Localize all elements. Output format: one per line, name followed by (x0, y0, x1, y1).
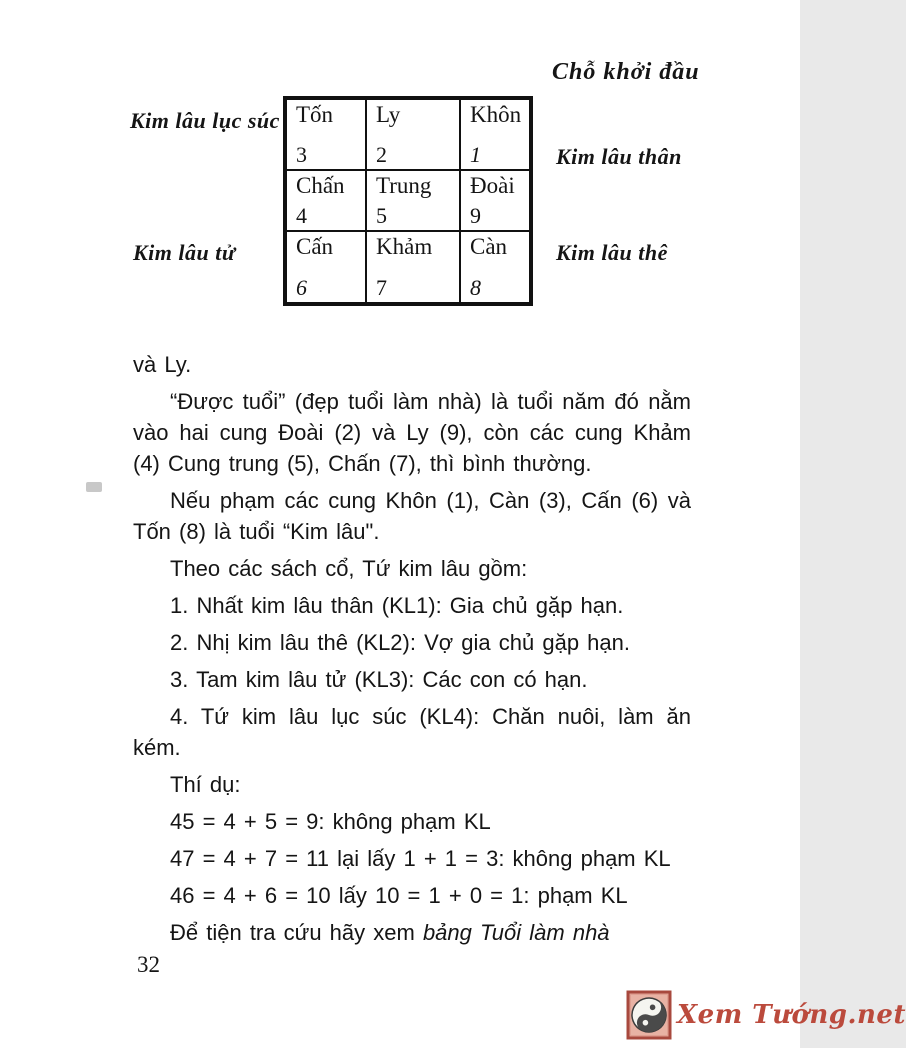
list-item-kl3: 3. Tam kim lâu tử (KL3): Các con có hạn. (170, 667, 588, 692)
body-text (133, 349, 691, 954)
paragraph-theo-sach-co: Theo các sách cổ, Tứ kim lâu gồm: (170, 556, 528, 581)
cell-number: 2 (376, 142, 387, 167)
cell-name: Khảm (376, 234, 433, 259)
paragraph-neu-pham: Nếu phạm các cung Khôn (1), Càn (3), Cấn (6) và Tốn (8) là tuổi “Kim lâu". (133, 488, 691, 544)
label-kim-lau-the: Kim lâu thê (556, 240, 668, 265)
cell-number: 5 (376, 203, 387, 228)
grid-cell-doai (461, 171, 529, 232)
grid-cell-ton (287, 100, 367, 171)
cell-number: 6 (296, 275, 307, 300)
cell-number: 9 (470, 203, 481, 228)
paragraph-thi-du: Thí dụ: (170, 772, 241, 797)
label-kim-lau-tu: Kim lâu tử (133, 240, 236, 265)
cell-name: Chấn (296, 173, 345, 198)
cell-name: Cấn (296, 234, 334, 259)
grid-cell-can6 (287, 232, 367, 302)
list-item-kl4: 4. Tứ kim lâu lục súc (KL4): Chăn nuôi, làm ăn kém. (133, 704, 691, 760)
grid-cell-kham (367, 232, 461, 302)
label-kim-lau-than: Kim lâu thân (556, 144, 682, 169)
watermark-text: Xem Tướng.net (677, 999, 906, 1030)
grid-cell-chan (287, 171, 367, 232)
paragraph-duoc-tuoi: “Được tuổi” (đẹp tuổi làm nhà) là tuổi năm đó nằm vào hai cung Đoài (2) và Ly (9), còn các cung Khảm (4) Cung trung (5), Chấn (7), thì bình thường. (133, 389, 691, 476)
cell-number: 3 (296, 142, 307, 167)
cell-name: Càn (470, 234, 508, 259)
cell-number: 4 (296, 203, 307, 228)
cell-name: Ly (376, 102, 401, 127)
cell-name: Trung (376, 173, 432, 198)
cell-number: 8 (470, 275, 481, 300)
grid-cell-khon (461, 100, 529, 171)
cell-number: 7 (376, 275, 387, 300)
cell-name: Đoài (470, 173, 515, 198)
paragraph-continuation: và Ly. (133, 352, 192, 377)
page-number: 32 (137, 952, 160, 977)
example-line-46: 46 = 4 + 6 = 10 lấy 10 = 1 + 0 = 1: phạm KL (170, 883, 628, 908)
cell-name: Khôn (470, 102, 522, 127)
lo-shu-grid (283, 96, 533, 306)
list-item-kl1: 1. Nhất kim lâu thân (KL1): Gia chủ gặp hạn. (170, 593, 624, 618)
reference-italic: bảng Tuổi làm nhà (422, 920, 610, 945)
scan-smudge (86, 482, 102, 492)
grid-cell-trung (367, 171, 461, 232)
caption-start-position: Chỗ khởi đầu (552, 59, 700, 85)
paragraph-reference (133, 917, 691, 948)
cell-number: 1 (470, 142, 481, 167)
list-item-kl2: 2. Nhị kim lâu thê (KL2): Vợ gia chủ gặp hạn. (170, 630, 630, 655)
grid-cell-ly (367, 100, 461, 171)
reference-plain: Để tiện tra cứu hãy xem (170, 920, 423, 945)
watermark (626, 990, 906, 1040)
grid-cell-can8 (461, 232, 529, 302)
example-line-47: 47 = 4 + 7 = 11 lại lấy 1 + 1 = 3: không phạm KL (170, 846, 671, 871)
label-kim-lau-luc-suc: Kim lâu lục súc (130, 108, 280, 133)
yin-yang-icon (626, 990, 672, 1040)
example-line-45: 45 = 4 + 5 = 9: không phạm KL (170, 809, 491, 834)
cell-name: Tốn (296, 102, 334, 127)
